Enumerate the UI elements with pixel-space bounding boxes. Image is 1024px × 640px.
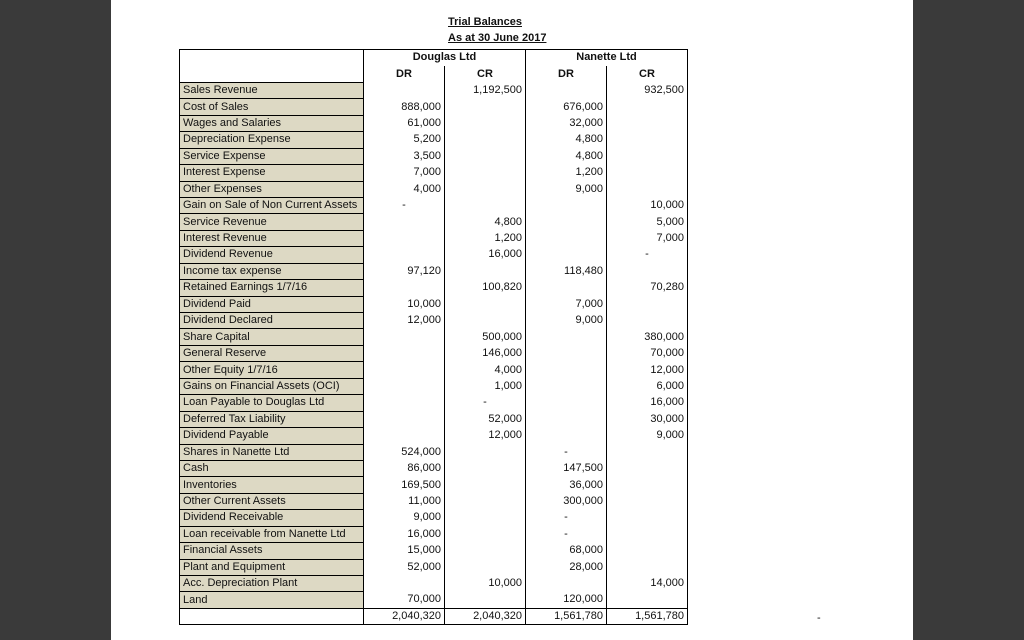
cell-nanette-dr [526,214,607,230]
cell-nanette-dr: 118,480 [526,263,607,279]
company-nanette-header: Nanette Ltd [526,50,688,66]
table-row [180,296,688,312]
account-label: Dividend Revenue [180,247,364,263]
cell-douglas-cr [445,99,526,115]
cell-douglas-cr: 4,800 [445,214,526,230]
cell-douglas-dr: 3,500 [413,149,441,162]
account-label: Retained Earnings 1/7/16 [180,280,364,296]
cell-nanette-dr [526,329,607,345]
account-label: Gain on Sale of Non Current Assets [180,197,364,213]
left-dark-panel [0,0,111,640]
account-label: Income tax expense [180,263,364,279]
cell-nanette-dr: 7,000 [526,296,607,312]
cell-nanette-cr [607,444,688,460]
cell-nanette-dr: 36,000 [526,477,607,493]
cell-nanette-dr: - [526,444,607,460]
account-label: Share Capital [180,329,364,345]
cell-nanette-dr [526,362,607,378]
table-row [180,444,688,460]
table-row [180,543,688,559]
cell-douglas-dr: 888,000 [401,100,441,113]
cell-douglas-dr [364,378,445,394]
cell-douglas-dr [364,345,445,361]
cell-nanette-dr: - [526,510,607,526]
cell-douglas-dr [364,576,445,592]
cell-douglas-dr: 70,000 [407,593,441,606]
cell-douglas-dr: 524,000 [401,445,441,458]
page-title: Trial Balances [448,16,522,28]
cell-nanette-dr: 4,800 [526,132,607,148]
cell-douglas-cr: 10,000 [445,576,526,592]
table-row [180,395,688,411]
account-label: Dividend Payable [180,428,364,444]
cell-douglas-dr [364,362,445,378]
cell-douglas-cr [445,115,526,131]
cell-nanette-dr: 9,000 [526,181,607,197]
table-row [180,477,688,493]
cell-douglas-cr: 100,820 [445,280,526,296]
cell-douglas-dr: 10,000 [407,297,441,310]
cell-douglas-cr [445,313,526,329]
total-nanette-dr: 1,561,780 [526,608,607,624]
col-header-nanette-cr: CR [607,66,688,82]
cell-douglas-dr [364,230,445,246]
cell-nanette-dr [526,576,607,592]
cell-douglas-dr: 12,000 [407,314,441,327]
account-label: Loan receivable from Nanette Ltd [180,526,364,542]
cell-nanette-cr: 9,000 [607,428,688,444]
col-header-douglas-dr: DR [396,67,412,80]
cell-douglas-dr [364,247,445,263]
cell-nanette-dr: 300,000 [526,493,607,509]
cell-douglas-cr: 1,200 [445,230,526,246]
account-label: Land [180,592,364,608]
cell-nanette-dr: 68,000 [526,543,607,559]
account-label: Other Current Assets [180,493,364,509]
table-row [180,362,688,378]
cell-douglas-dr: 16,000 [407,527,441,540]
cell-nanette-dr [526,280,607,296]
account-label: Interest Expense [180,165,364,181]
cell-douglas-dr [364,280,445,296]
table-row [180,510,688,526]
cell-nanette-dr: 1,200 [526,165,607,181]
cell-douglas-dr: 61,000 [407,116,441,129]
cell-douglas-cr [445,460,526,476]
cell-nanette-cr [607,460,688,476]
company-douglas-header: Douglas Ltd [364,50,526,66]
account-label: Financial Assets [180,543,364,559]
table-row [180,181,688,197]
cell-nanette-cr: 5,000 [607,214,688,230]
cell-douglas-dr: 4,000 [413,182,441,195]
cell-nanette-cr [607,181,688,197]
table-row [180,329,688,345]
total-nanette-cr: 1,561,780 [607,608,688,624]
account-label: Plant and Equipment [180,559,364,575]
table-row [180,148,688,164]
cell-douglas-cr: 12,000 [445,428,526,444]
account-label: Cost of Sales [180,99,364,115]
cell-nanette-cr: 14,000 [607,576,688,592]
cell-nanette-cr: 10,000 [607,197,688,213]
table-row [180,99,688,115]
cell-douglas-dr: 86,000 [407,462,441,475]
table-row [180,559,688,575]
cell-douglas-dr [364,411,445,427]
cell-douglas-dr: - [402,199,406,212]
table-row [180,280,688,296]
table-row [180,313,688,329]
table-row [180,411,688,427]
account-label: Shares in Nanette Ltd [180,444,364,460]
cell-nanette-dr: 9,000 [526,313,607,329]
cell-nanette-cr: 16,000 [607,395,688,411]
cell-douglas-dr: 97,120 [407,264,441,277]
cell-nanette-dr [526,411,607,427]
account-label: Wages and Salaries [180,115,364,131]
cell-nanette-cr: 7,000 [607,230,688,246]
cell-nanette-cr: 70,280 [607,280,688,296]
right-dark-panel [913,0,1024,640]
cell-nanette-cr [607,477,688,493]
trial-balance-table [179,49,688,625]
account-label: Other Expenses [180,181,364,197]
cell-nanette-cr [607,559,688,575]
cell-douglas-cr [445,181,526,197]
cell-nanette-dr: 147,500 [526,460,607,476]
cell-nanette-dr: 4,800 [526,148,607,164]
cell-nanette-dr [526,395,607,411]
table-row [180,460,688,476]
cell-nanette-cr [607,263,688,279]
cell-nanette-cr: - [607,247,688,263]
cell-douglas-dr [364,329,445,345]
cell-douglas-cr [445,197,526,213]
cell-douglas-cr: 1,192,500 [445,82,526,98]
table-row [180,576,688,592]
table-row [180,82,688,98]
cell-douglas-cr [445,296,526,312]
table-row [180,493,688,509]
totals-label-cell [180,608,364,624]
cell-nanette-dr: - [526,526,607,542]
cell-douglas-cr [445,444,526,460]
cell-douglas-dr [364,82,445,98]
account-label: Other Equity 1/7/16 [180,362,364,378]
cell-nanette-cr [607,165,688,181]
account-label: Loan Payable to Douglas Ltd [180,395,364,411]
account-label: General Reserve [180,345,364,361]
account-label: Depreciation Expense [180,132,364,148]
account-label: Cash [180,460,364,476]
cell-nanette-dr: 28,000 [526,559,607,575]
account-label: Dividend Declared [180,313,364,329]
cell-douglas-cr: - [445,395,526,411]
cell-douglas-cr: 16,000 [445,247,526,263]
cell-douglas-cr [445,165,526,181]
table-row [180,378,688,394]
cell-douglas-cr: 500,000 [445,329,526,345]
account-label: Sales Revenue [180,82,364,98]
table-row [180,526,688,542]
table-row [180,197,688,213]
cell-nanette-cr [607,493,688,509]
cell-nanette-dr [526,428,607,444]
cell-douglas-cr: 4,000 [445,362,526,378]
cell-nanette-cr [607,313,688,329]
account-label: Interest Revenue [180,230,364,246]
table-row [180,132,688,148]
col-header-nanette-dr: DR [526,66,607,82]
account-label: Acc. Depreciation Plant [180,576,364,592]
cell-nanette-cr [607,148,688,164]
cell-douglas-dr: 52,000 [407,560,441,573]
cell-douglas-cr [445,592,526,608]
cell-douglas-cr: 1,000 [445,378,526,394]
cell-nanette-cr [607,510,688,526]
table-row [180,428,688,444]
cell-nanette-dr [526,247,607,263]
account-label: Dividend Receivable [180,510,364,526]
cell-nanette-cr [607,296,688,312]
account-label: Deferred Tax Liability [180,411,364,427]
cell-nanette-dr: 120,000 [526,592,607,608]
cell-douglas-dr: 5,200 [413,133,441,146]
cell-nanette-cr: 380,000 [607,329,688,345]
cell-douglas-dr [364,428,445,444]
cell-douglas-dr: 9,000 [413,511,441,524]
table-row [180,230,688,246]
cell-douglas-cr [445,543,526,559]
cell-douglas-dr: 11,000 [408,495,441,508]
table-row [180,165,688,181]
col-header-douglas-cr: CR [445,66,526,82]
cell-douglas-cr [445,132,526,148]
cell-nanette-cr: 30,000 [607,411,688,427]
cell-douglas-dr: 169,500 [401,478,441,491]
cell-nanette-cr [607,132,688,148]
cell-nanette-cr: 70,000 [607,345,688,361]
cell-nanette-dr: 32,000 [526,115,607,131]
cell-douglas-dr: 15,000 [407,544,441,557]
totals-row [180,608,688,624]
table-row [180,214,688,230]
cell-nanette-cr [607,526,688,542]
cell-douglas-cr: 52,000 [445,411,526,427]
total-douglas-dr: 2,040,320 [364,608,445,624]
account-label: Dividend Paid [180,296,364,312]
cell-nanette-dr [526,197,607,213]
cell-douglas-cr [445,148,526,164]
cell-nanette-dr: 676,000 [526,99,607,115]
cell-nanette-cr [607,543,688,559]
cell-douglas-cr [445,263,526,279]
cell-douglas-dr [364,395,445,411]
account-label: Service Expense [180,148,364,164]
cell-douglas-cr [445,526,526,542]
table-row [180,592,688,608]
cell-douglas-dr [364,214,445,230]
cell-douglas-cr [445,477,526,493]
cell-nanette-cr [607,115,688,131]
cell-douglas-cr: 146,000 [445,345,526,361]
table-row [180,247,688,263]
cell-nanette-dr [526,378,607,394]
account-label: Service Revenue [180,214,364,230]
cell-douglas-cr [445,510,526,526]
table-row [180,263,688,279]
total-douglas-cr: 2,040,320 [445,608,526,624]
cell-douglas-cr [445,559,526,575]
table-row [180,345,688,361]
cell-douglas-cr [445,493,526,509]
cell-nanette-cr: 932,500 [607,82,688,98]
cell-nanette-cr [607,99,688,115]
cell-nanette-dr [526,230,607,246]
company-header-row [180,50,688,66]
cell-nanette-dr [526,82,607,98]
stray-dash-mark: - [817,612,821,624]
cell-nanette-cr: 12,000 [607,362,688,378]
cell-nanette-cr [607,592,688,608]
cell-nanette-dr [526,345,607,361]
account-label: Inventories [180,477,364,493]
corner-cell [180,50,364,83]
cell-douglas-dr: 7,000 [413,166,441,179]
account-label: Gains on Financial Assets (OCI) [180,378,364,394]
page-subtitle: As at 30 June 2017 [448,32,547,44]
table-row [180,115,688,131]
cell-nanette-cr: 6,000 [607,378,688,394]
